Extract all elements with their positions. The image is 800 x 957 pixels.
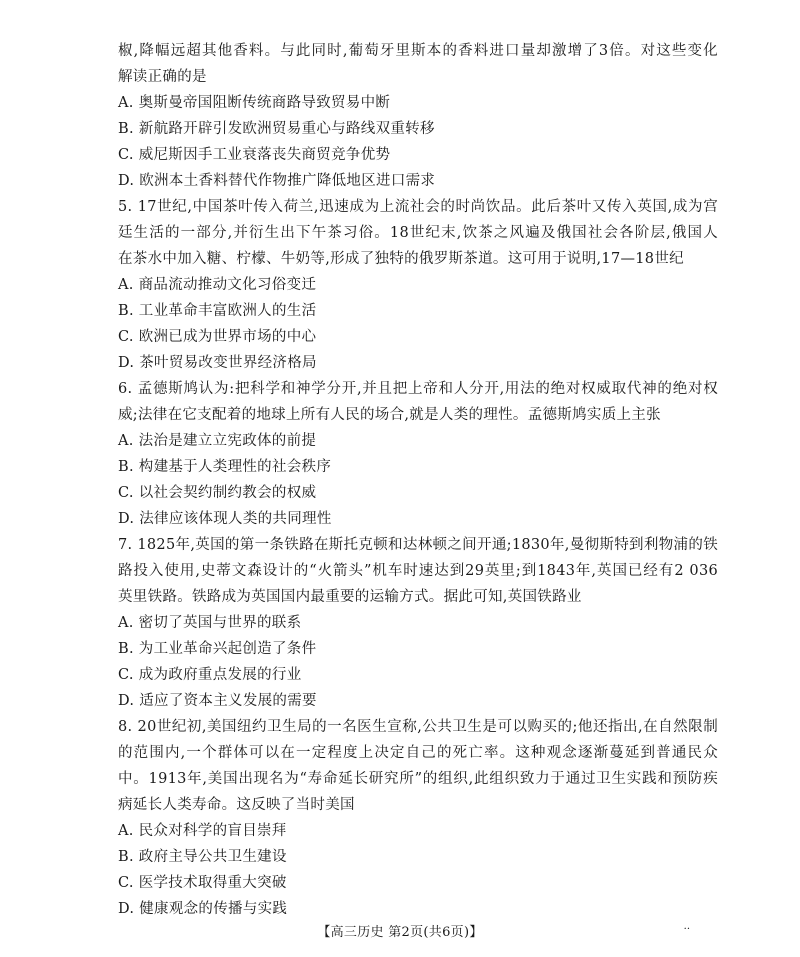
question-8 <box>118 714 718 922</box>
question-text-line: 中。1913年,美国出现名为“寿命延长研究所”的组织,此组织致力于通过卫生实践和预防疾 <box>118 771 718 787</box>
question-text-line: 8. 20世纪初,美国纽约卫生局的一名医生宣称,公共卫生是可以购买的;他还指出,在自然限制 <box>118 719 718 735</box>
question-text-line: 6. 孟德斯鸠认为:把科学和神学分开,并且把上帝和人分开,用法的绝对权威取代神的绝对权 <box>118 381 718 397</box>
option-c: C. 威尼斯因手工业衰落丧失商贸竞争优势 <box>118 147 391 163</box>
option-c: C. 以社会契约制约教会的权威 <box>118 485 317 501</box>
question-text-line: 5. 17世纪,中国茶叶传入荷兰,迅速成为上流社会的时尚饮品。此后茶叶又传入英国,成为宫 <box>118 199 718 215</box>
question-7 <box>118 532 718 714</box>
option-a: A. 商品流动推动文化习俗变迁 <box>118 277 317 293</box>
option-b: B. 为工业革命兴起创造了条件 <box>118 641 317 657</box>
question-text-line: 病延长人类寿命。这反映了当时美国 <box>118 797 355 813</box>
corner-mark: ·· <box>683 924 690 935</box>
option-c: C. 成为政府重点发展的行业 <box>118 667 302 683</box>
option-b: B. 构建基于人类理性的社会秩序 <box>118 459 332 475</box>
question-text-line: 解读正确的是 <box>118 69 207 85</box>
option-c: C. 欧洲已成为世界市场的中心 <box>118 329 317 345</box>
option-d: D. 法律应该体现人类的共同理性 <box>118 511 332 527</box>
option-b: B. 政府主导公共卫生建设 <box>118 849 287 865</box>
question-5 <box>118 194 718 376</box>
question-text-line: 路投入使用,史蒂文森设计的“火箭头”机车时速达到29英里;到1843年,英国已经有2 036 <box>118 563 718 579</box>
question-text-line: 廷生活的一部分,并衍生出下午茶习俗。18世纪末,饮茶之风遍及俄国社会各阶层,俄国人 <box>118 225 718 241</box>
page-footer: 【高三历史 第2页(共6页)】 <box>317 925 483 940</box>
option-d: D. 茶叶贸易改变世界经济格局 <box>118 355 317 371</box>
option-a: A. 奥斯曼帝国阻断传统商路导致贸易中断 <box>118 95 391 111</box>
exam-page <box>118 38 718 922</box>
option-d: D. 欧洲本土香料替代作物推广降低地区进口需求 <box>118 173 436 189</box>
question-text-line: 在茶水中加入糖、柠檬、牛奶等,形成了独特的俄罗斯茶道。这可用于说明,17—18世纪 <box>118 251 684 267</box>
option-b: B. 工业革命丰富欧洲人的生活 <box>118 303 317 319</box>
question-6 <box>118 376 718 532</box>
option-a: A. 密切了英国与世界的联系 <box>118 615 302 631</box>
option-a: A. 法治是建立立宪政体的前提 <box>118 433 317 449</box>
option-c: C. 医学技术取得重大突破 <box>118 875 287 891</box>
question-text-line: 7. 1825年,英国的第一条铁路在斯托克顿和达林顿之间开通;1830年,曼彻斯特到利物浦的铁 <box>118 537 718 553</box>
question-text-line: 椒,降幅远超其他香料。与此同时,葡萄牙里斯本的香料进口量却激增了3倍。对这些变化 <box>118 43 718 59</box>
option-b: B. 新航路开辟引发欧洲贸易重心与路线双重转移 <box>118 121 435 137</box>
option-d: D. 适应了资本主义发展的需要 <box>118 693 317 709</box>
question-text-line: 英里铁路。铁路成为英国国内最重要的运输方式。据此可知,英国铁路业 <box>118 589 582 605</box>
question-4-continuation <box>118 38 718 194</box>
option-a: A. 民众对科学的盲目崇拜 <box>118 823 287 839</box>
question-text-line: 的范围内,一个群体可以在一定程度上决定自己的死亡率。这种观念逐渐蔓延到普通民众 <box>118 745 718 761</box>
option-d: D. 健康观念的传播与实践 <box>118 901 288 917</box>
question-text-line: 威;法律在它支配着的地球上所有人民的场合,就是人类的理性。孟德斯鸠实质上主张 <box>118 407 661 423</box>
